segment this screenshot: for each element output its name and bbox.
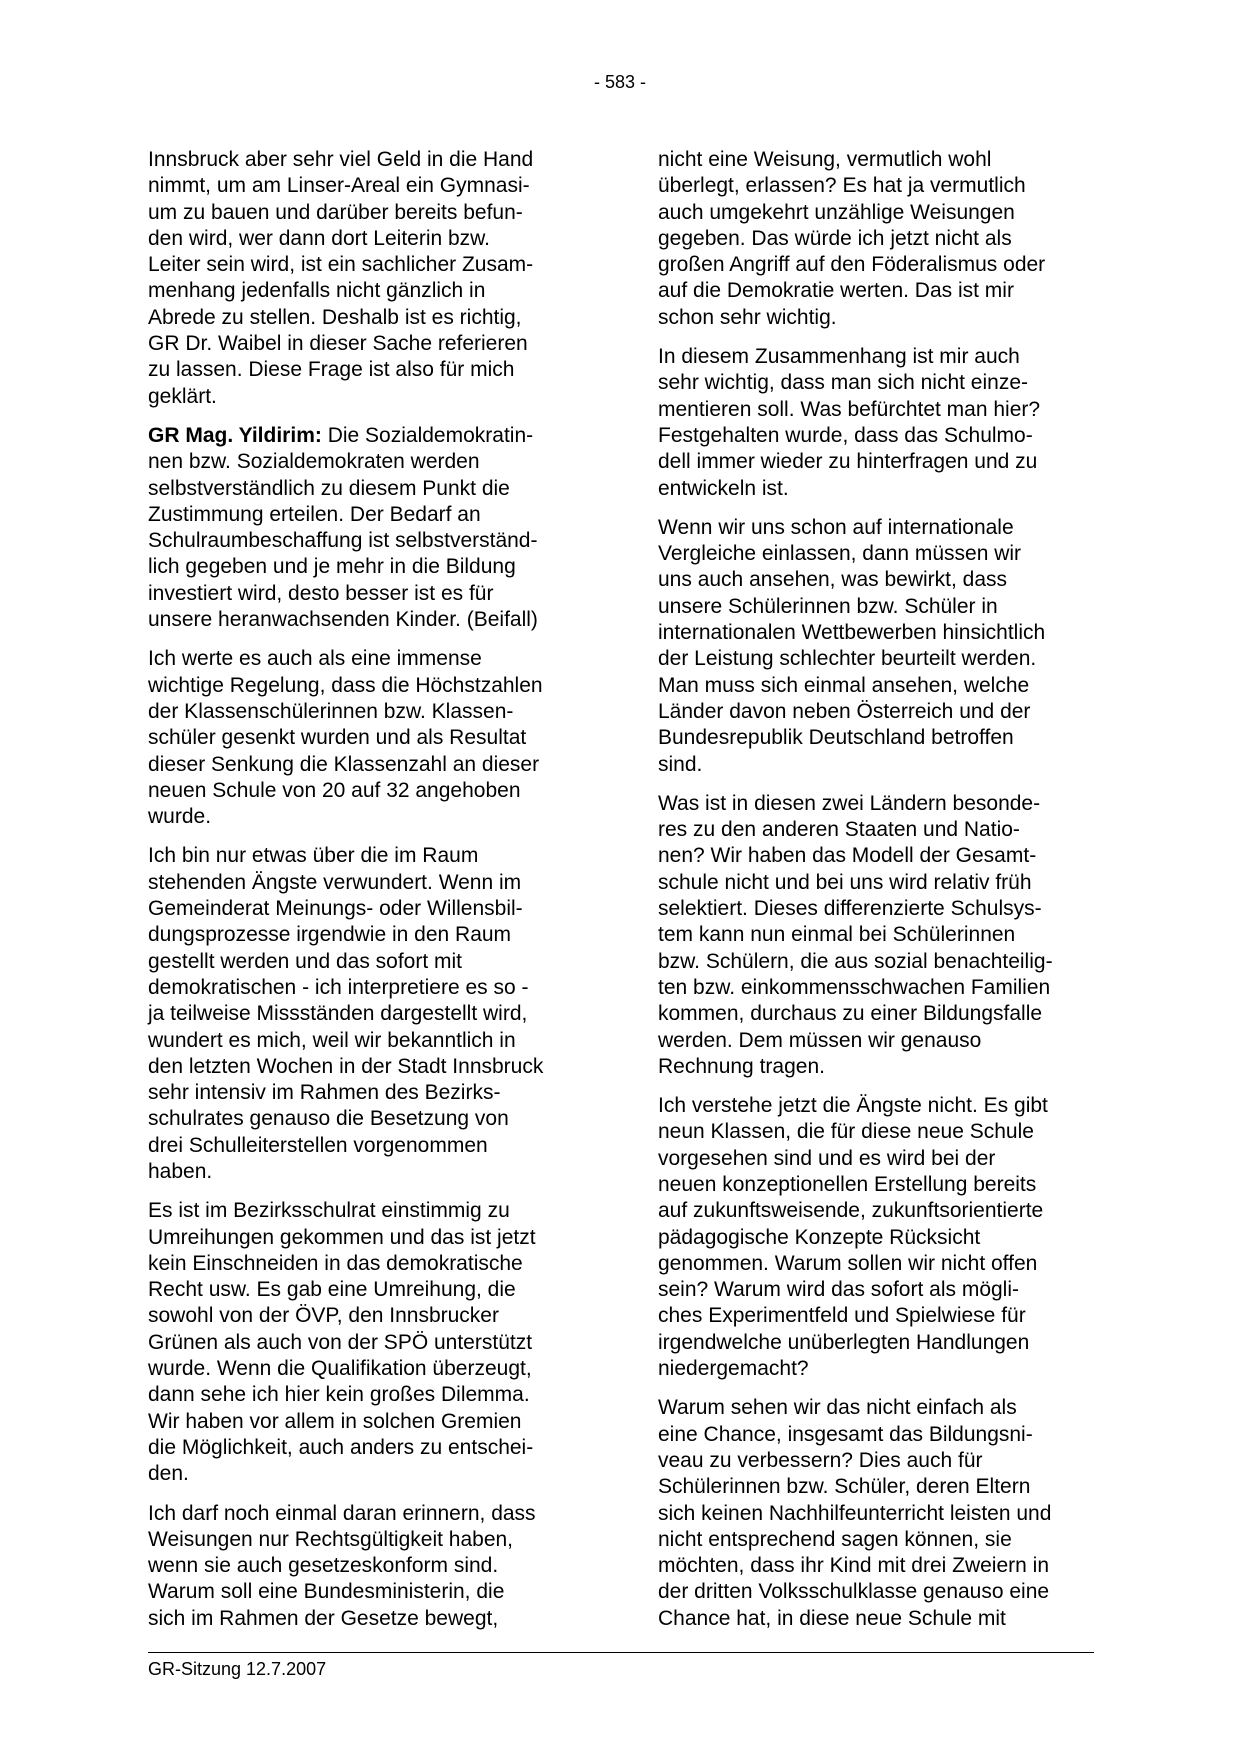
speech-text: Die Sozialdemokratin- nen bzw. Sozialdemokraten werden selbstverständlich zu diesem Punkt die Zustimmung erteilen. Der Bedarf an Schulraumbeschaffung ist selbstverständ- lich gegeben und je mehr in die Bildung investiert wird, desto besser ist es für unsere heranwachsenden Kinder. (Beifall) xyxy=(148,423,538,632)
paragraph: nicht eine Weisung, vermutlich wohl überlegt, erlassen? Es hat ja vermutlich auch umgekehrt unzählige Weisungen gegeben. Das würde ich jetzt nicht als großen Angriff auf den Föderalismus oder auf die Demokratie werten. Das ist mir schon sehr wichtig. xyxy=(658,148,1046,329)
paragraph: In diesem Zusammenhang ist mir auch sehr wichtig, dass man sich nicht einze- mentieren soll. Was befürchtet man hier? Festgehalten wurde, dass das Schulmo- dell immer wieder zu hinterfragen und zu entwickeln ist. xyxy=(658,345,1041,500)
speaker-name: GR Mag. Yildirim: xyxy=(148,423,322,447)
paragraph: Warum sehen wir das nicht einfach als eine Chance, insgesamt das Bildungsni- veau zu verbessern? Dies auch für Schülerinnen bzw. Schüler, deren Eltern sich keinen Nachhilfeunterricht leisten und nicht entsprechend sagen können, sie möchten, dass ihr Kind mit drei Zweiern in der dritten Volksschulklasse genauso eine Chance hat, in diese neue Schule mit xyxy=(658,1396,1052,1630)
paragraph: Es ist im Bezirksschulrat einstimmig zu Umreihungen gekommen und das ist jetzt kein Einschneiden in das demokratische Recht usw. Es gab eine Umreihung, die sowohl von der ÖVP, den Innsbrucker Grünen als auch von der SPÖ unterstützt wurde. Wenn die Qualifikation überzeugt, dann sehe ich hier kein großes Dilemma. Wir haben vor allem in solchen Gremien die Möglichkeit, auch anders zu entschei- den. xyxy=(148,1199,536,1486)
paragraph: Was ist in diesen zwei Ländern besonde- res zu den anderen Staaten und Natio- nen? Wir haben das Modell der Gesamt- schule nicht und bei uns wird relativ früh selektiert. Dieses differenzierte Schulsys- tem kann nun einmal bei Schülerinnen bzw. Schülern, die aus sozial benachteilig- ten bzw. einkommensschwachen Familien kommen, durchaus zu einer Bildungsfalle werden. Dem müssen wir genauso Rechnung tragen. xyxy=(658,791,1053,1078)
paragraph: Wenn wir uns schon auf internationale Vergleiche einlassen, dann müssen wir uns auch ansehen, was bewirkt, dass unsere Schülerinnen bzw. Schüler in internationalen Wettbewerben hinsichtlich der Leistung schlechter beurteilt werden. Man muss sich einmal ansehen, welche Länder davon neben Österreich und der Bundesrepublik Deutschland betroffen sind. xyxy=(658,515,1046,776)
paragraph: Ich bin nur etwas über die im Raum stehenden Ängste verwundert. Wenn im Gemeinderat Meinungs- oder Willensbil- dungsprozesse irgendwie in den Raum gestellt werden und das sofort mit demokratischen - ich interpretiere es so - ja teilweise Missständen dargestellt wird, wundert es mich, weil wir bekanntlich in den letzten Wochen in der Stadt Innsbruck sehr intensiv im Rahmen des Bezirks- schulrates genauso die Besetzung von drei Schulleiterstellen vorgenommen haben. xyxy=(148,844,544,1183)
speech-paragraph xyxy=(148,423,590,633)
left-column xyxy=(148,147,590,1645)
right-column xyxy=(658,147,1100,1645)
paragraph: Ich werte es auch als eine immense wichtige Regelung, dass die Höchstzahlen der Klassenschülerinnen bzw. Klassen- schüler gesenkt wurden und als Resultat dieser Senkung die Klassenzahl an dieser neuen Schule von 20 auf 32 angehoben wurde. xyxy=(148,647,543,829)
footer-divider xyxy=(148,1652,1094,1653)
paragraph: Innsbruck aber sehr viel Geld in die Hand nimmt, um am Linser-Areal ein Gymnasi- um zu bauen und darüber bereits befun- den wird, wer dann dort Leiterin bzw. Leiter sein wird, ist ein sachlicher Zusam- menhang jedenfalls nicht gänzlich in Abrede zu stellen. Deshalb ist es richtig, GR Dr. Waibel in dieser Sache referieren zu lassen. Diese Frage ist also für mich geklärt. xyxy=(148,148,534,408)
paragraph: Ich darf noch einmal daran erinnern, dass Weisungen nur Rechtsgültigkeit haben, wenn sie auch gesetzeskonform sind. Warum soll eine Bundesministerin, die sich im Rahmen der Gesetze bewegt, xyxy=(148,1501,536,1630)
footer-session-date: GR-Sitzung 12.7.2007 xyxy=(148,1659,327,1679)
page-number: - 583 - xyxy=(593,72,647,92)
paragraph: Ich verstehe jetzt die Ängste nicht. Es gibt neun Klassen, die für diese neue Schule vorgesehen sind und es wird bei der neuen konzeptionellen Erstellung bereits auf zukunftsweisende, zukunftsorientierte pädagogische Konzepte Rücksicht genommen. Warum sollen wir nicht offen sein? Warum wird das sofort als mögli- ches Experimentfeld und Spielwiese für irgendwelche unüberlegten Handlungen niedergemacht? xyxy=(658,1094,1048,1381)
